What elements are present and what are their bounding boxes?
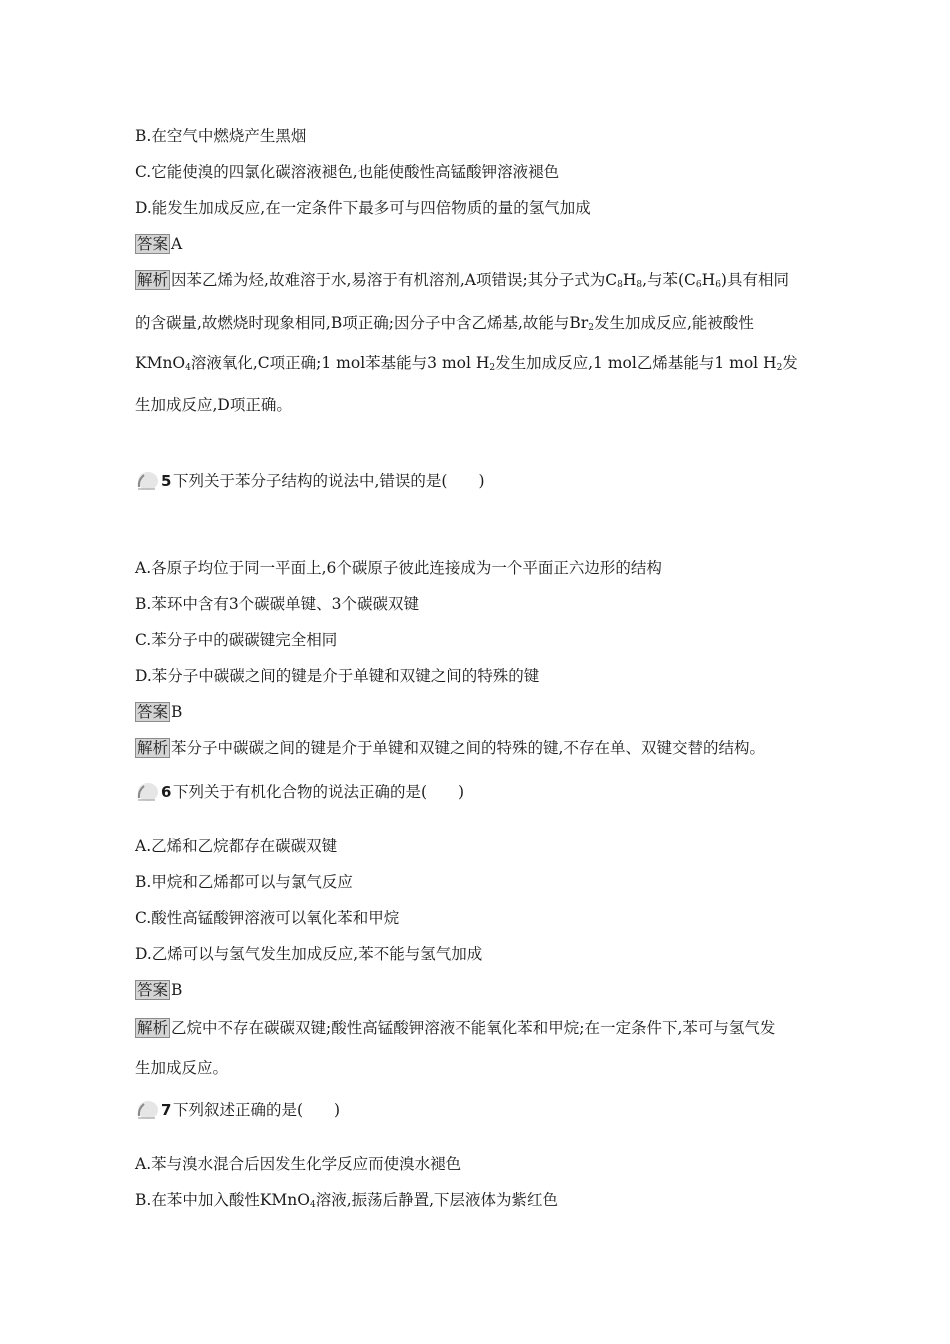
- q6-header: [135, 780, 555, 804]
- q5-header: [135, 469, 555, 493]
- q6-analysis-line-2: 生加成反应。: [135, 1059, 229, 1077]
- analysis-tag: 解析: [137, 1019, 169, 1037]
- analysis-text: 苯分子中碳碳之间的键是介于单键和双键之间的特殊的键,不存在单、双键交替的结构。: [171, 739, 765, 757]
- analysis-text: )具有相同: [720, 271, 789, 289]
- analysis-tag: 解析: [137, 739, 169, 757]
- q6-option-b: B.甲烷和乙烯都可以与氯气反应: [135, 873, 353, 891]
- subscript: 2: [588, 323, 594, 333]
- subscript: 6: [715, 280, 721, 290]
- subscript: 6: [695, 280, 702, 290]
- question-text: 下列叙述正确的是( ): [173, 1101, 341, 1119]
- q4-analysis-line-4: 生加成反应,D项正确。: [135, 396, 292, 414]
- answer-value: B: [171, 703, 183, 721]
- q4-analysis-line-1: [135, 270, 789, 290]
- analysis-text: 发生加成反应,1 mol乙烯基能与1 mol H: [495, 354, 777, 372]
- analysis-text: H: [701, 271, 716, 289]
- answer-tag: 答案: [137, 703, 169, 721]
- q6-option-a: A.乙烯和乙烷都存在碳碳双键: [135, 837, 338, 855]
- analysis-text: 发生加成反应,能被酸性: [593, 314, 754, 332]
- q5-option-b: B.苯环中含有3个碳碳单键、3个碳碳双键: [135, 595, 420, 613]
- analysis-text: ,与苯(C: [642, 271, 696, 289]
- q4-option-d: D.能发生加成反应,在一定条件下最多可与四倍物质的量的氢气加成: [135, 199, 591, 217]
- question-text: 下列关于苯分子结构的说法中,错误的是( ): [173, 472, 485, 490]
- q6-option-c: C.酸性高锰酸钾溶液可以氧化苯和甲烷: [135, 909, 400, 927]
- subscript: 4: [309, 1200, 316, 1210]
- q7-option-a: A.苯与溴水混合后因发生化学反应而使溴水褪色: [135, 1155, 462, 1173]
- q6-analysis-line-1: [135, 1018, 775, 1038]
- question-marker-icon: [135, 1100, 159, 1120]
- q5-option-d: D.苯分子中碳碳之间的键是介于单键和双键之间的特殊的键: [135, 667, 540, 685]
- analysis-text: 的含碳量,故燃烧时现象相同,B项正确;因分子中含乙烯基,故能与Br: [135, 314, 589, 332]
- question-text: 下列关于有机化合物的说法正确的是( ): [173, 783, 465, 801]
- subscript: 8: [636, 280, 643, 290]
- q4-answer: [135, 234, 182, 254]
- subscript: 4: [185, 363, 191, 373]
- option-text: 溶液,振荡后静置,下层液体为紫红色: [315, 1191, 559, 1209]
- subscript: 2: [776, 363, 783, 373]
- answer-tag: 答案: [137, 981, 169, 999]
- question-marker-icon: [135, 471, 159, 491]
- answer-tag: 答案: [137, 235, 169, 253]
- q4-analysis-line-3: [135, 353, 798, 373]
- analysis-text: 溶液氧化,C项正确;1 mol苯基能与3 mol H: [190, 354, 490, 372]
- q4-analysis-line-2: [135, 313, 754, 333]
- question-marker-icon: [135, 782, 159, 802]
- q7-header: [135, 1098, 435, 1122]
- q5-analysis: [135, 738, 765, 758]
- question-number: 7: [161, 1101, 172, 1119]
- analysis-text: 因苯乙烯为烃,故难溶于水,易溶于有机溶剂,A项错误;其分子式为C: [171, 271, 618, 289]
- analysis-text: 乙烷中不存在碳碳双键;酸性高锰酸钾溶液不能氧化苯和甲烷;在一定条件下,苯可与氢气发: [171, 1019, 776, 1037]
- analysis-tag: 解析: [137, 271, 169, 289]
- q5-option-c: C.苯分子中的碳碳键完全相同: [135, 631, 338, 649]
- analysis-text: H: [622, 271, 637, 289]
- q7-option-b: [135, 1190, 558, 1210]
- q4-option-c: C.它能使溴的四氯化碳溶液褪色,也能使酸性高锰酸钾溶液褪色: [135, 163, 560, 181]
- subscript: 8: [617, 280, 623, 290]
- answer-value: B: [171, 981, 183, 999]
- q6-answer: [135, 980, 182, 1000]
- q6-option-d: D.乙烯可以与氢气发生加成反应,苯不能与氢气加成: [135, 945, 483, 963]
- q5-option-a: A.各原子均位于同一平面上,6个碳原子彼此连接成为一个平面正六边形的结构: [135, 559, 662, 577]
- subscript: 2: [489, 363, 496, 373]
- q5-answer: [135, 702, 182, 722]
- analysis-text: 发: [782, 354, 798, 372]
- q4-option-b: B.在空气中燃烧产生黑烟: [135, 127, 307, 145]
- question-number: 6: [161, 783, 172, 801]
- question-number: 5: [161, 472, 172, 490]
- option-text: B.在苯中加入酸性KMnO: [135, 1191, 310, 1209]
- analysis-text: KMnO: [135, 354, 186, 372]
- answer-value: A: [171, 235, 183, 253]
